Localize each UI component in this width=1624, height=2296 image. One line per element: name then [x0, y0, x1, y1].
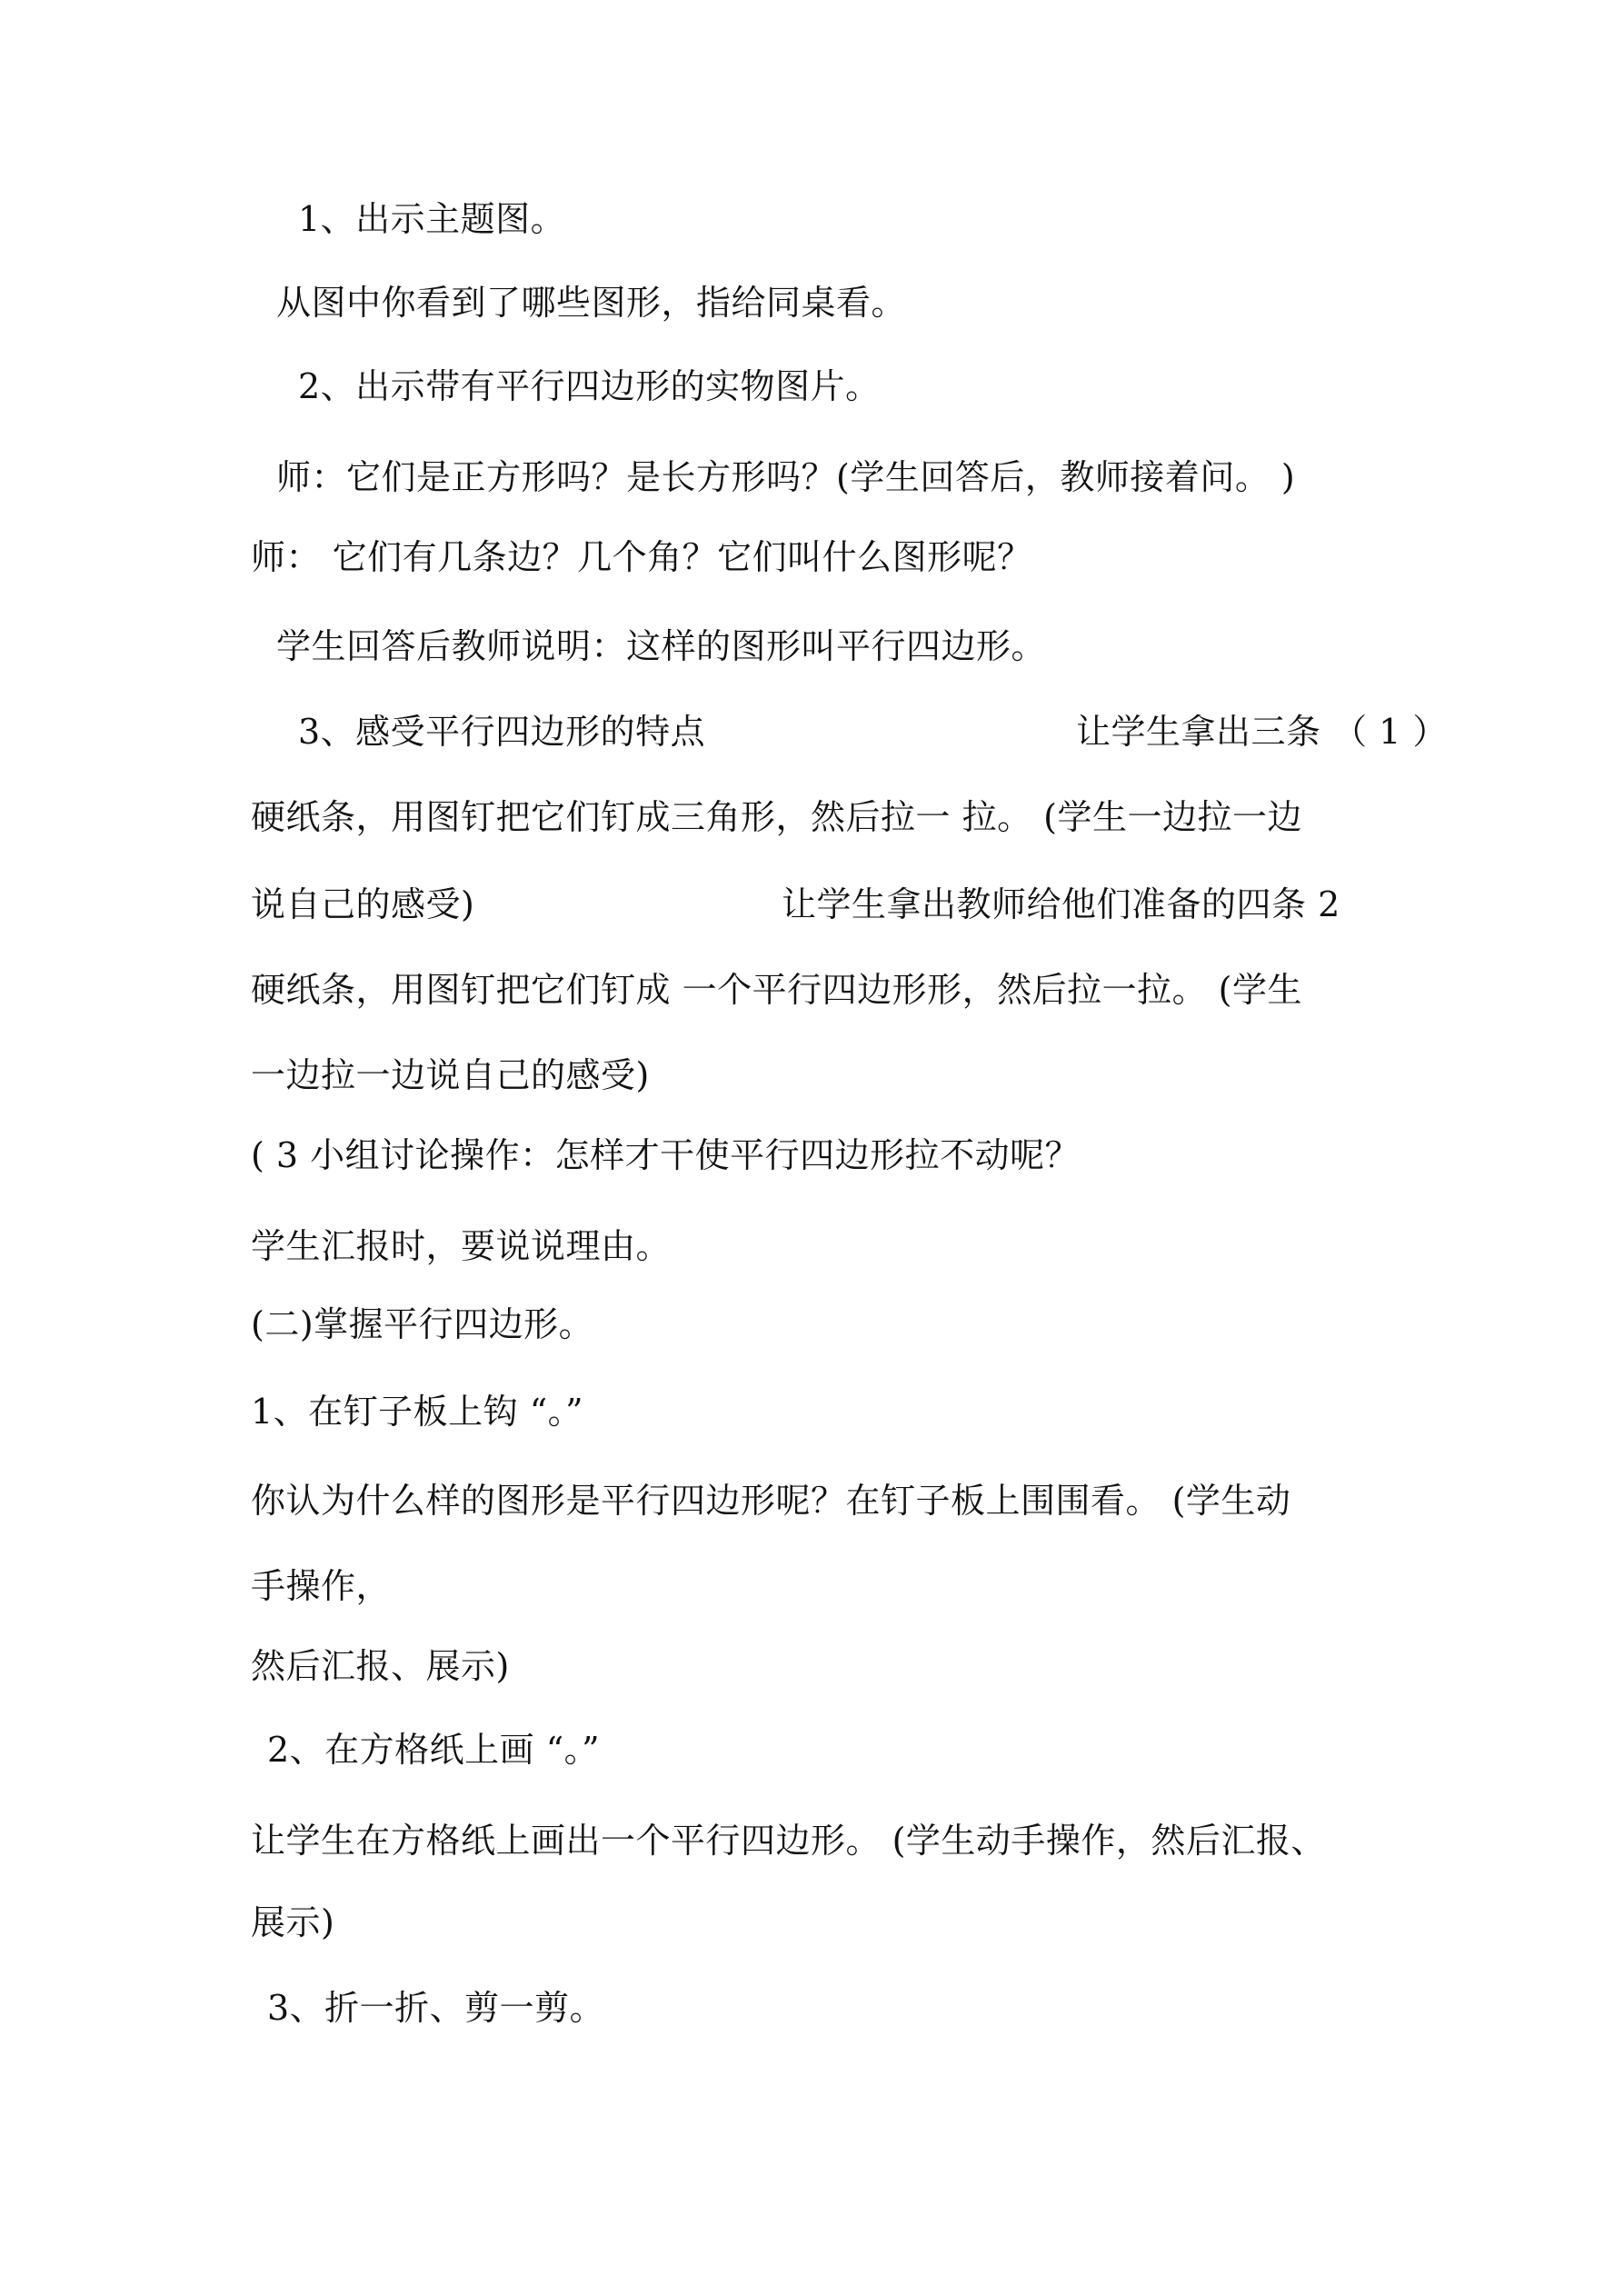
text-line-7-left: 3、感受平行四边形的特点 — [298, 712, 706, 752]
text-line-3: 2、出示带有平行四边形的实物图片。 — [298, 366, 881, 406]
text-line-6: 学生回答后教师说明：这样的图形叫平行四边形。 — [276, 626, 1047, 666]
text-line-10: 硬纸条，用图钉把它们钉成 一个平行四边形形，然后拉一拉。 (学生 — [251, 970, 1302, 1010]
text-line-17: 手操作， — [251, 1566, 392, 1606]
text-line-4: 师：它们是正方形吗？是长方形吗？(学生回答后，教师接着问。 ) — [276, 457, 1296, 497]
text-line-13: 学生汇报时，要说说理由。 — [251, 1226, 672, 1266]
text-line-11: 一边拉一边说自己的感受) — [251, 1055, 650, 1095]
text-line-15: 1、在钉子板上钩 “。” — [251, 1392, 584, 1432]
text-line-2: 从图中你看到了哪些图形，指给同桌看。 — [276, 283, 907, 323]
text-line-7-right: 让学生拿出三条 （ 1 ） — [1076, 712, 1448, 752]
text-line-9-right: 让学生拿出教师给他们准备的四条 2 — [782, 884, 1340, 924]
text-line-8: 硬纸条，用图钉把它们钉成三角形，然后拉一 拉。 (学生一边拉一边 — [251, 797, 1302, 837]
text-line-14: (二)掌握平行四边形。 — [251, 1304, 594, 1344]
text-line-18: 然后汇报、展示) — [251, 1646, 510, 1686]
text-line-12: ( 3 小组讨论操作：怎样才干使平行四边形拉不动呢？ — [251, 1135, 1081, 1175]
text-line-22: 3、折一折、剪一剪。 — [267, 1988, 605, 2028]
text-line-21: 展示) — [251, 1902, 335, 1942]
text-line-19: 2、在方格纸上画 “。” — [267, 1730, 601, 1770]
text-line-1: 1、出示主题图。 — [298, 199, 566, 239]
text-line-20: 让学生在方格纸上画出一个平行四边形。 (学生动手操作，然后汇报、 — [251, 1821, 1326, 1861]
text-line-16: 你认为什么样的图形是平行四边形呢？在钉子板上围围看。 (学生动 — [251, 1481, 1291, 1521]
text-line-5: 师： 它们有几条边？几个角？它们叫什么图形呢？ — [251, 537, 1032, 577]
text-line-9-left: 说自己的感受) — [251, 884, 475, 924]
